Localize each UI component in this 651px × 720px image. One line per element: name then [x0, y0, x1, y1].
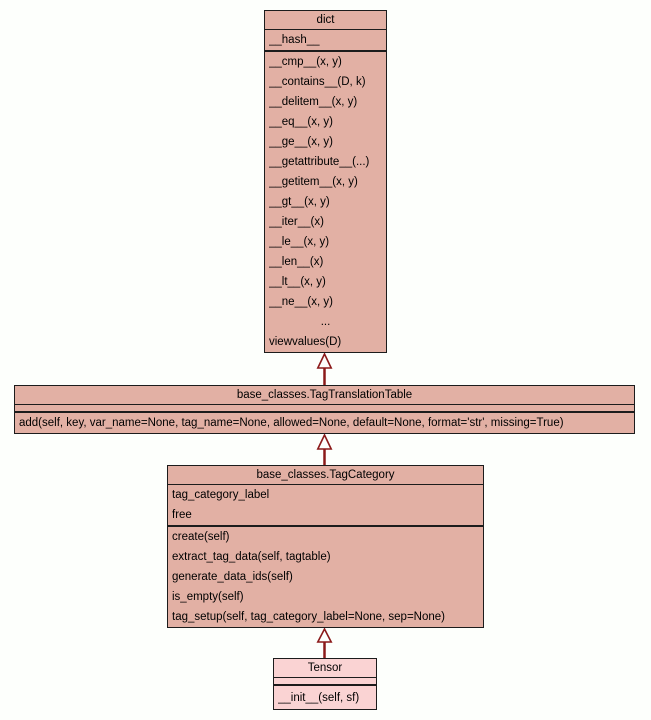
class-box-tagtranslationtable	[14, 385, 635, 434]
class-methods	[274, 686, 376, 709]
class-attributes	[265, 30, 386, 52]
class-attributes	[168, 485, 483, 527]
method-item: generate_data_ids(self)	[172, 571, 293, 583]
inheritance-arrow-tagcategory-to-tagtranslationtable	[316, 434, 333, 465]
class-box-dict	[264, 10, 387, 353]
method-item: viewvalues(D)	[269, 336, 342, 348]
class-attributes	[15, 405, 634, 413]
method-item: __iter__(x)	[269, 216, 324, 228]
class-title: base_classes.TagTranslationTable	[15, 386, 634, 405]
class-title: base_classes.TagCategory	[168, 466, 483, 485]
class-attributes	[274, 678, 376, 686]
method-item: __lt__(x, y)	[269, 276, 326, 288]
method-item: __getitem__(x, y)	[269, 176, 358, 188]
method-item: __le__(x, y)	[269, 236, 330, 248]
method-item: add(self, key, var_name=None, tag_name=None, allowed=None, default=None, format='str', missing=True)	[19, 417, 564, 429]
method-item: __getattribute__(...)	[269, 156, 370, 168]
attribute-item: free	[172, 509, 192, 521]
method-item: tag_setup(self, tag_category_label=None, sep=None)	[172, 611, 445, 623]
method-item: __eq__(x, y)	[269, 116, 333, 128]
method-item: __ne__(x, y)	[269, 296, 333, 308]
method-item: __len__(x)	[269, 256, 324, 268]
method-item: __gt__(x, y)	[269, 196, 330, 208]
method-item: __init__(self, sf)	[278, 691, 360, 704]
attribute-item: __hash__	[269, 34, 320, 46]
inheritance-arrow-tensor-to-tagcategory	[316, 628, 333, 658]
method-item: __contains__(D, k)	[269, 76, 366, 88]
class-methods	[168, 527, 483, 627]
attribute-item: tag_category_label	[172, 489, 270, 501]
class-methods	[15, 413, 634, 433]
method-item: __cmp__(x, y)	[269, 56, 342, 68]
class-methods	[265, 52, 386, 352]
method-item: extract_tag_data(self, tagtable)	[172, 551, 331, 563]
class-box-tagcategory	[167, 465, 484, 628]
class-title: Tensor	[274, 659, 376, 678]
method-item: is_empty(self)	[172, 591, 244, 603]
method-item: __delitem__(x, y)	[269, 96, 358, 108]
inheritance-arrow-tagtranslationtable-to-dict	[316, 353, 333, 385]
class-title: dict	[265, 11, 386, 30]
method-item: ...	[320, 316, 331, 328]
method-item: __ge__(x, y)	[269, 136, 333, 148]
method-item: create(self)	[172, 531, 230, 543]
class-box-tensor	[273, 658, 377, 710]
